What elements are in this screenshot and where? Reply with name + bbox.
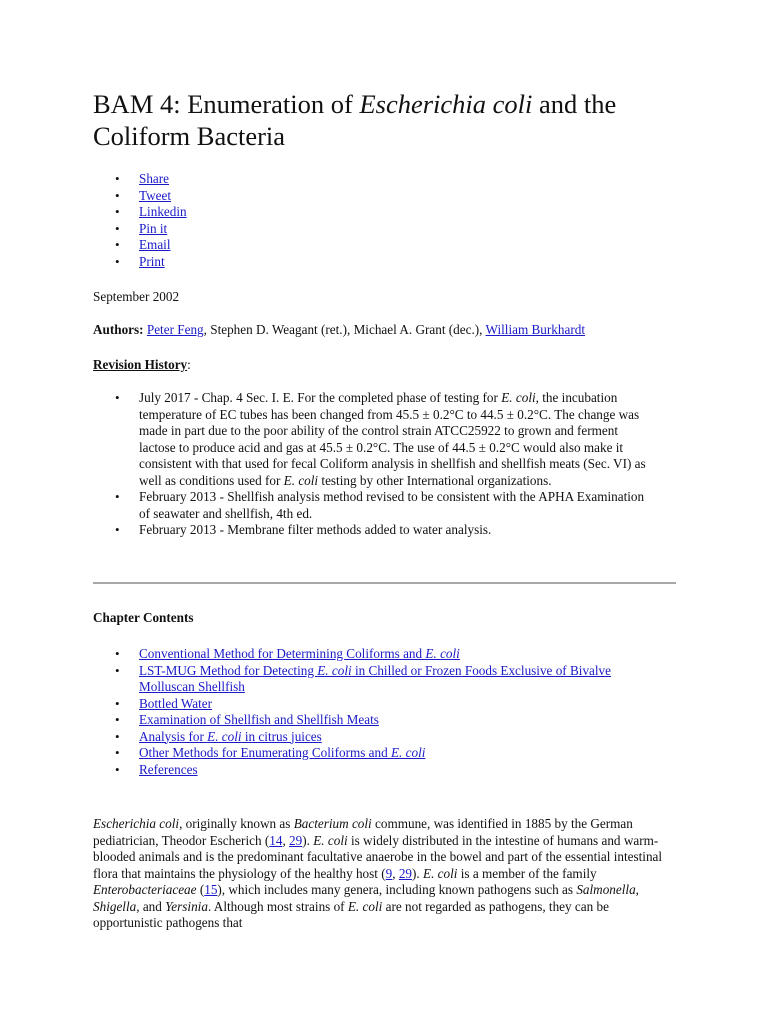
reference-link[interactable]: 29 (398, 865, 413, 881)
reference-link[interactable]: 9 (385, 865, 393, 881)
share-item (93, 237, 187, 254)
page-title: BAM 4: Enumeration of Escherichia coli and the Coliform Bacteria (93, 89, 617, 151)
intro-paragraph: Escherichia coli, originally known as Bacterium coli commune, was identified in 1885 by the German pediatrician, Theodor Escherich (14, 29). E. coli is widely distributed in the intestine of humans and warm-blooded animals and is the predominant facultative anaerobe in the bowel and part of the essential intestinal flora that maintains the physiology of the healthy host (9, 29). E. coli is a member of the family Enterobacteriaceae (15), which includes many genera, including known pathogens such as Salmonella, Shigella, and Yersinia. Although most strains of E. coli are not regarded as pathogens, they can be opportunistic pathogens that (93, 816, 663, 930)
contents-item (93, 646, 653, 663)
share-item (93, 221, 187, 238)
section-divider (93, 582, 676, 584)
share-item (93, 204, 187, 221)
reference-link[interactable]: 15 (204, 882, 218, 897)
share-links (93, 171, 187, 270)
revision-item: • July 2017 - Chap. 4 Sec. I. E. For the completed phase of testing for E. coli, the incubation temperature of EC tubes has been changed from 45.5 ± 0.2°C to 44.5 ± 0.2°C. The change was made in part due to the poor ability of the control strain ATCC25922 to grown and ferment lactose to produce acid and gas at 45.5 ± 0.2°C. The use of 44.5 ± 0.2°C would also make it consistent with that used for fecal Coliform analysis in shellfish and shellfish meats (Sec. VI) as well as conditions used for E. coli testing by other International organizations. (93, 390, 653, 489)
revision-history-heading: Revision History: (93, 357, 191, 372)
contents-item (93, 712, 653, 729)
publication-date: September 2002 (93, 289, 180, 304)
contents-link-lst-mug-method[interactable]: LST-MUG Method for Detecting E. coli in Chilled or Frozen Foods Exclusive of Bivalve Molluscan Shellfish (139, 662, 612, 694)
contents-item (93, 696, 653, 713)
contents-link-references[interactable]: References (139, 761, 198, 777)
email-link[interactable]: Email (139, 237, 171, 252)
revision-item: • February 2013 - Shellfish analysis method revised to be consistent with the APHA Examination of seawater and shellfish, 4th ed. (93, 489, 653, 522)
share-item (93, 188, 187, 205)
chapter-contents-list (93, 646, 653, 778)
contents-item (93, 745, 653, 762)
author-link-feng[interactable]: Peter Feng (146, 322, 204, 337)
contents-item (93, 729, 653, 746)
contents-link-conventional-method[interactable]: Conventional Method for Determining Coliforms and E. coli (139, 646, 460, 661)
author-link-burkhardt[interactable]: William Burkhardt (485, 322, 585, 337)
authors-label: Authors: (93, 322, 144, 337)
reference-link[interactable]: 29 (289, 832, 303, 848)
share-link[interactable]: Share (139, 171, 170, 186)
contents-link-shellfish[interactable]: Examination of Shellfish and Shellfish Meats (139, 712, 379, 727)
contents-link-bottled-water[interactable]: Bottled Water (139, 695, 213, 711)
chapter-contents-heading: Chapter Contents (93, 610, 194, 625)
share-item (93, 171, 187, 188)
contents-link-citrus-juices[interactable]: Analysis for E. coli in citrus juices (139, 728, 322, 744)
contents-item (93, 762, 653, 779)
contents-link-other-methods[interactable]: Other Methods for Enumerating Coliforms and E. coli (139, 745, 426, 760)
revision-item: • February 2013 - Membrane filter methods added to water analysis. (93, 522, 653, 539)
tweet-link[interactable]: Tweet (139, 187, 172, 203)
contents-item (93, 663, 653, 696)
linkedin-link[interactable]: Linkedin (139, 204, 187, 219)
revision-list (93, 390, 653, 539)
print-link[interactable]: Print (139, 253, 165, 269)
share-item (93, 254, 187, 271)
reference-link[interactable]: 14 (269, 832, 283, 848)
authors-line: Authors: Peter Feng, Stephen D. Weagant (ret.), Michael A. Grant (dec.), William Burkhardt (93, 322, 585, 337)
pin-it-link[interactable]: Pin it (139, 220, 168, 236)
